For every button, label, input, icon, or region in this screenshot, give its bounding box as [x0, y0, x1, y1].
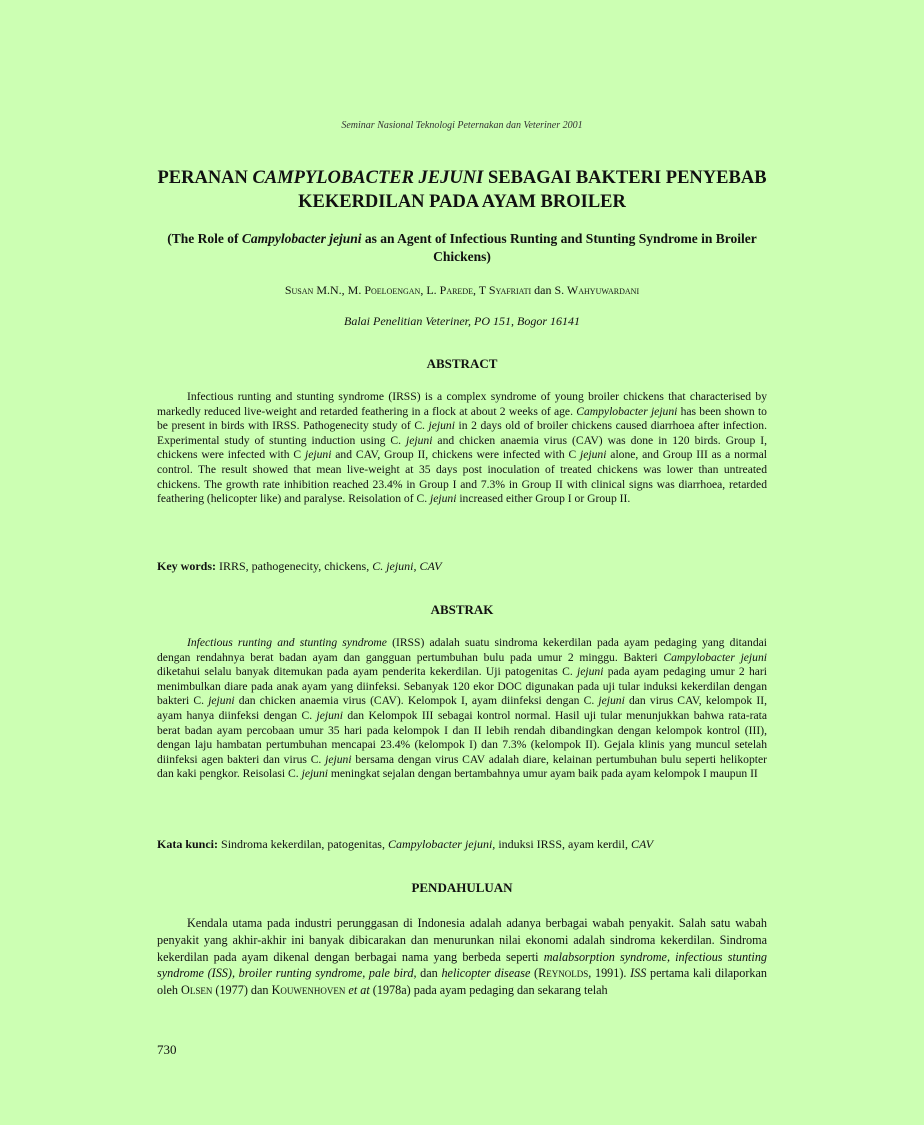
intro-text: Kendala utama pada industri perunggasan di Indonesia adalah adanya berbagai wabah penyakit. Salah satu wabah penyakit yang akhir-akhir ini banyak dibicarakan dan menurunkan nilai ekonomi adalah sindroma kekerdilan. Sindroma kekerdilan pada ayam dikenal dengan berbagai nama yang berbeda seperti malabsorption syndrome, infectious stunting syndrome (ISS), broiler runting syndrome, pale bird, dan helicopter disease (Reynolds, 1991). ISS pertama kali dilaporkan oleh Olsen (1977) dan Kouwenhoven et at (1978a) pada ayam pedaging dan sekarang telah [157, 916, 768, 998]
abstrak-text: Infectious runting and stunting syndrome (IRSS) adalah suatu sindroma kekerdilan pada ayam pedaging yang ditandai dengan rendahnya berat badan ayam dan gangguan pertumbuhan bulu pada umur 2 minggu. Bakteri Campylobacter jejuni diketahui selalu banyak ditemukan pada ayam penderita kekerdilan. Uji patogenitas C. jejuni pada ayam pedaging umur 2 hari menimbulkan diare pada anak ayam yang diinfeksi. Sebanyak 120 ekor DOC digunakan pada uji tular induksi kekerdilan dengan bakteri C. jejuni dan chicken anaemia virus (CAV). Kelompok I, ayam diinfeksi dengan C. jejuni dan virus CAV, kelompok II, ayam hanya diinfeksi dengan C. jejuni dan Kelompok III sebagai kontrol normal. Hasil uji tular menunjukkan bahwa rata-rata berat badan ayam percobaan umur 35 hari pada kelompok I dan II lebih rendah dibandingkan dengan kelompok kontrol (III), dengan laju hambatan pertumbuhan mencapai 23.4% (kelompok I) dan 7.3% (kelompok II). Gejala klinis yang muncul setelah diinfeksi agen bakteri dan virus C. jejuni bersama dengan virus CAV adalah diare, kelainan pertumbuhan bulu seperti helikopter dan kaki pengkor. Reisolasi C. jejuni meningkat sejalan dengan bertambahnya umur ayam baik pada ayam kelompok I maupun II [157, 636, 767, 781]
running-header: Seminar Nasional Teknologi Peternakan dan Veteriner 2001 [341, 120, 583, 131]
abstract-keywords: Key words: IRRS, pathogenecity, chickens, C. jejuni, CAV [157, 559, 442, 573]
page-number: 730 [157, 1042, 177, 1057]
affiliation: Balai Penelitian Veteriner, PO 151, Bogor 16141 [344, 314, 580, 328]
abstrak-keywords: Kata kunci: Sindroma kekerdilan, patogenitas, Campylobacter jejuni, induksi IRSS, ayam kerdil, CAV [157, 837, 654, 851]
abstrak-heading: ABSTRAK [430, 602, 494, 617]
author-list: Susan M.N., M. Poeloengan, L. Parede, T Syafriati dan S. Wahyuwardani [284, 283, 640, 297]
intro-heading: PENDAHULUAN [411, 880, 513, 895]
abstract-text: Infectious runting and stunting syndrome (IRSS) is a complex syndrome of young broiler chickens that characterised by markedly reduced live-weight and retarded feathering in a flock at about 2 weeks of age. Campylobacter jejuni has been shown to be present in birds with IRSS. Pathogenecity study of C. jejuni in 2 days old of broiler chickens caused diarrhoea after infection. Experimental study of stunting induction using C. jejuni and chicken anaemia virus (CAV) was done in 120 birds. Group I, chickens were infected with C jejuni and CAV, Group II, chickens were infected with C jejuni alone, and Group III as a normal control. The result showed that mean live-weight at 35 days post inoculation of treated chickens was lower than untreated chickens. The growth rate inhibition reached 23.4% in Group I and 7.3% in Group II with clinical signs was diarrhoea, retarded feathering (helicopter like) and paralyse. Reisolation of C. jejuni increased either Group I or Group II. [157, 390, 768, 506]
paper-subtitle: (The Role of Campylobacter jejuni as an Agent of Infectious Runting and Stunting Syndrome in Broiler Chickens) [167, 231, 757, 264]
abstract-heading: ABSTRACT [426, 356, 498, 371]
paper-title: PERANAN CAMPYLOBACTER JEJUNI SEBAGAI BAKTERI PENYEBAB KEKERDILAN PADA AYAM BROILER [157, 168, 767, 212]
